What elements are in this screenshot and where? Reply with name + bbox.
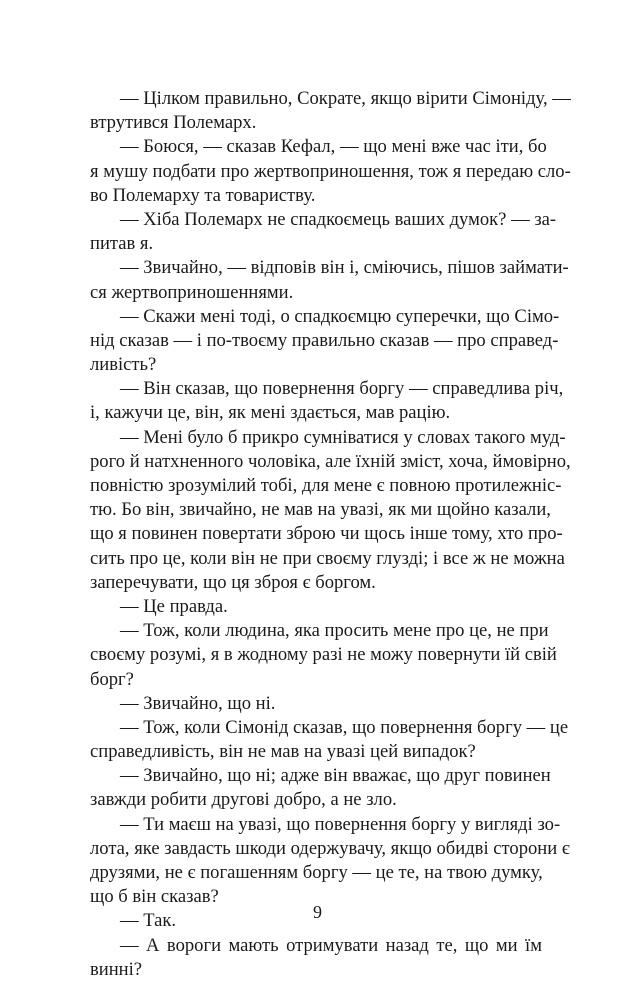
text-line: — Хіба Полемарх не спадкоємець ваших думок? — за- xyxy=(120,208,557,230)
text-line: — Звичайно, що ні; адже він вважає, що друг повинен xyxy=(120,765,551,787)
text-line: рого й натхненного чоловіка, але їхній зміст, хоча, ймовірно, xyxy=(90,450,571,472)
page-number: 9 xyxy=(313,902,322,922)
text-line: ся жертвоприношеннями. xyxy=(90,281,294,303)
page-text xyxy=(90,87,571,982)
text-line: заперечувати, що ця зброя є боргом. xyxy=(90,571,376,593)
text-line: сить про це, коли він не при своєму глузді; і все ж не можна xyxy=(90,547,565,569)
text-line: що я повинен повертати зброю чи щось інше тому, хто про- xyxy=(90,523,563,545)
text-line: — Звичайно, — відповів він і, сміючись, пішов займати- xyxy=(120,257,569,279)
text-line: во Полемарху та товариству. xyxy=(90,184,316,206)
text-line: і, кажучи це, він, як мені здається, мав рацію. xyxy=(90,402,451,424)
text-line: своєму розумі, я в жодному разі не можу повернути їй свій xyxy=(90,644,557,666)
text-line: повністю зрозумілий тобі, для мене є повною протилежніс- xyxy=(90,475,562,496)
text-line: — Тож, коли людина, яка просить мене про це, не при xyxy=(120,620,549,642)
text-line: — Боюся, — сказав Кефал, — що мені вже час іти, бо xyxy=(120,136,547,158)
text-line: — Звичайно, що ні. xyxy=(120,692,276,714)
text-line: — Цілком правильно, Сократе, якщо вірити Сімоніду, — xyxy=(120,88,571,109)
text-line: — Скажи мені тоді, о спадкоємцю суперечки, що Сімо- xyxy=(120,305,560,327)
text-line: друзями, не є погашенням боргу — це те, на твою думку, xyxy=(90,862,543,883)
text-line: борг? xyxy=(90,668,134,690)
text-line: я мушу подбати про жертвоприношення, тож я передаю сло- xyxy=(90,160,571,182)
text-line: питав я. xyxy=(90,233,154,255)
text-line: — Це правда. xyxy=(120,595,228,617)
text-line: тю. Бо він, звичайно, не мав на увазі, як ми щойно казали, xyxy=(90,499,551,521)
text-line: завжди робити другові добро, а не зло. xyxy=(90,789,397,811)
text-line: втрутився Полемарх. xyxy=(90,112,257,134)
text-line: що б він сказав? xyxy=(90,886,219,908)
text-line: лота, яке завдасть шкоди одержувачу, якщо обидві сторони є xyxy=(90,837,570,859)
text-line: — Ти маєш на увазі, що повернення боргу у вигляді зо- xyxy=(120,813,561,835)
text-line: — Так. xyxy=(120,910,177,932)
text-line: — Він сказав, що повернення боргу — справедлива річ, xyxy=(120,378,564,400)
text-line: винні? xyxy=(90,958,143,980)
text-line: — Тож, коли Сімонід сказав, що повернення боргу — це xyxy=(120,716,569,738)
text-line: — А вороги мають отримувати назад те, що ми їм xyxy=(120,934,542,956)
text-line: — Мені було б прикро сумніватися у словах такого муд- xyxy=(120,426,566,448)
text-line: справедливість, він не мав на увазі цей випадок? xyxy=(90,741,476,763)
text-line: ливість? xyxy=(90,354,157,376)
text-line: нід сказав — і по-твоєму правильно сказав — про справед- xyxy=(90,329,559,351)
